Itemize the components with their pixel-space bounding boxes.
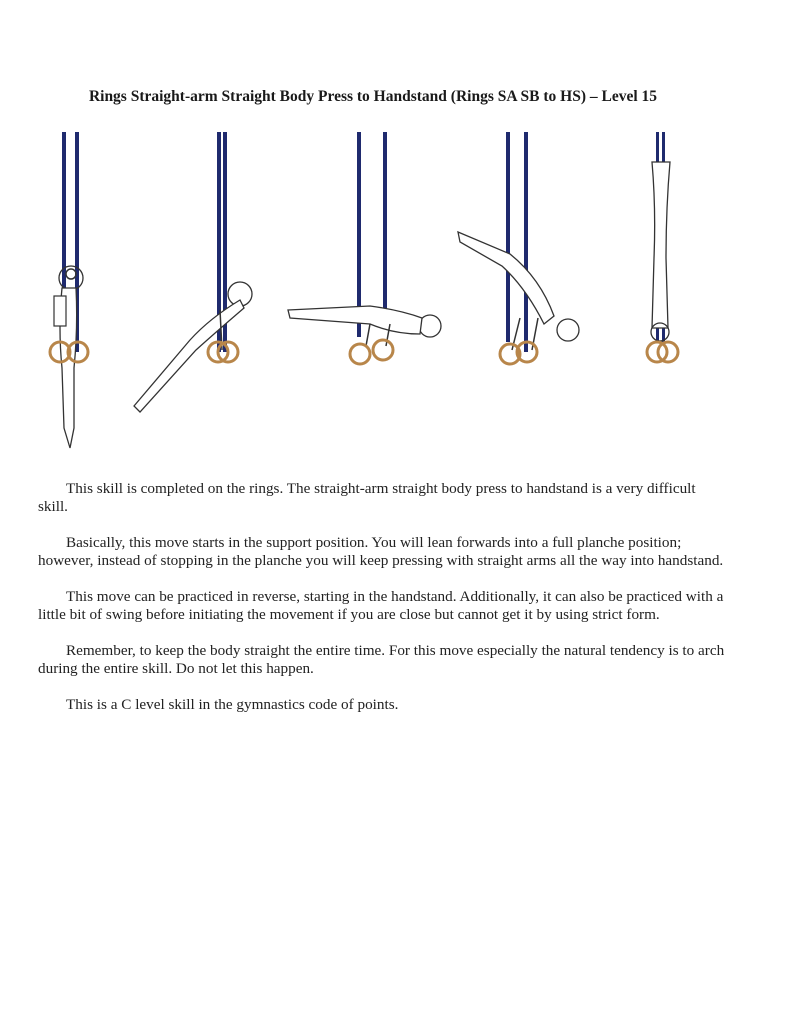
paragraph-4: Remember, to keep the body straight the entire time. For this move especially the natural tendency is to arch during the entire skill. Do not let this happen. <box>38 642 725 677</box>
paragraph-1: This skill is completed on the rings. The straight-arm straight body press to handstand is a very difficult skill. <box>38 480 696 515</box>
figure-lean <box>134 132 252 412</box>
figure-handstand <box>647 132 678 362</box>
paragraph-3: This move can be practiced in reverse, starting in the handstand. Additionally, it can also be practiced with a little bit of swing before initiating the movement if you are close but cannot get it by using strict form. <box>38 588 724 623</box>
figure-support <box>50 132 88 448</box>
paragraph-5: This is a C level skill in the gymnastics code of points. <box>66 696 399 713</box>
figure-planche <box>288 132 441 364</box>
body-text <box>38 480 728 732</box>
page-title: Rings Straight-arm Straight Body Press to Handstand (Rings SA SB to HS) – Level 15 <box>88 88 658 105</box>
figure-press <box>458 132 579 364</box>
paragraph-2: Basically, this move starts in the support position. You will lean forwards into a full planche position; however, instead of stopping in the planche you will keep pressing with straight arms all the way into handstand. <box>38 534 724 569</box>
rings-press-illustration <box>40 128 760 460</box>
